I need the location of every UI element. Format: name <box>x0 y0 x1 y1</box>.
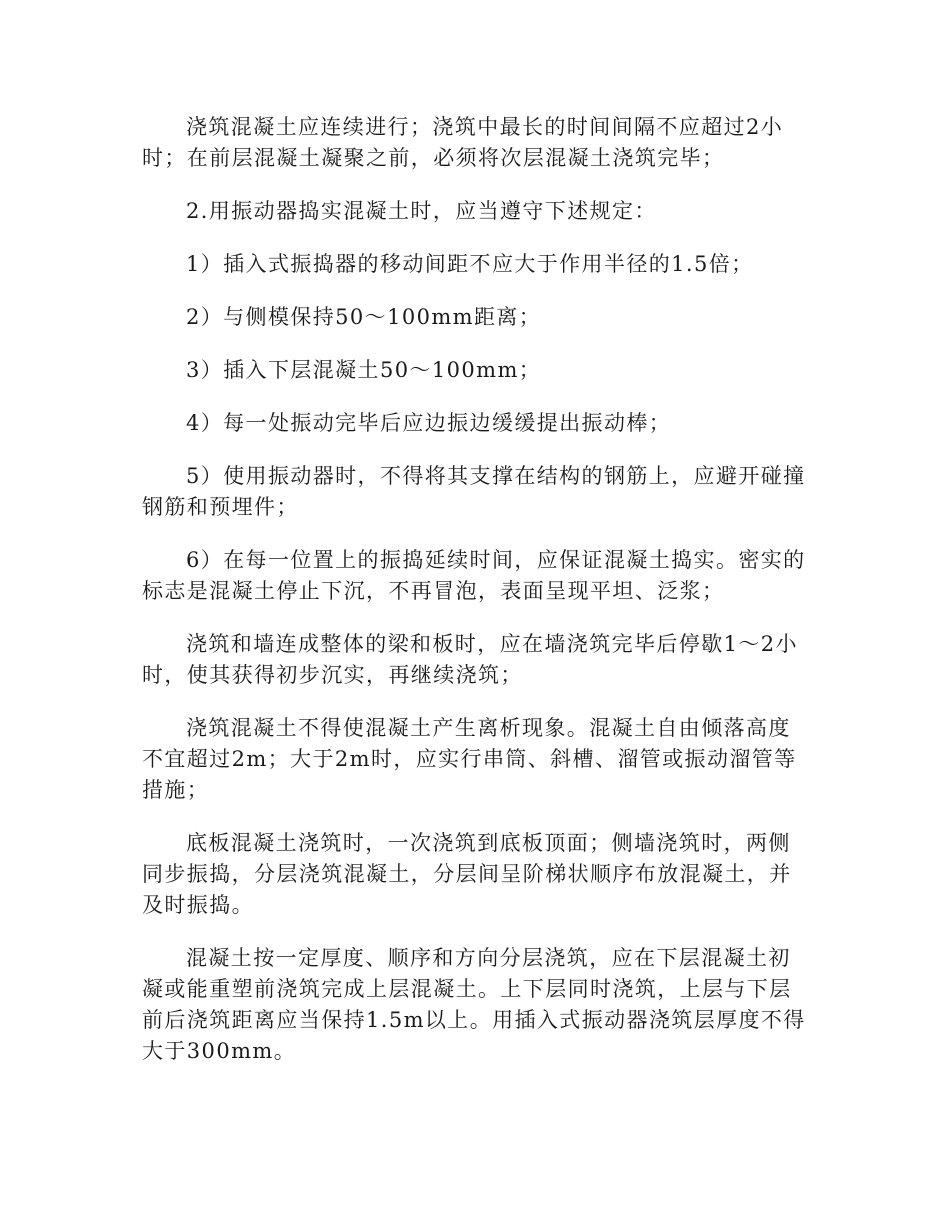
paragraph-rule-2: 2）与侧模保持50～100mm距离； <box>186 305 542 329</box>
paragraph-rule-1: 1）插入式振捣器的移动间距不应大于作用半径的1.5倍； <box>186 252 754 276</box>
document-body <box>142 112 812 1089</box>
paragraph-base-slab: 底板混凝土浇筑时，一次浇筑到底板顶面；侧墙浇筑时，两侧同步振捣，分层浇筑混凝土，分层间呈阶梯状顺序布放混凝土，并及时振捣。 <box>142 831 792 917</box>
paragraph-continuous-pouring: 浇筑混凝土应连续进行；浇筑中最长的时间间隔不应超过2小时；在前层混凝土凝聚之前，必须将次层混凝土浇筑完毕； <box>142 115 784 170</box>
paragraph-rule-6: 6）在每一位置上的振捣延续时间，应保证混凝土捣实。密实的标志是混凝土停止下沉，不再冒泡，表面呈现平坦、泛浆； <box>142 548 806 603</box>
paragraph-beam-slab-pouring: 浇筑和墙连成整体的梁和板时，应在墙浇筑完毕后停歇1～2小时，使其获得初步沉实，再继续浇筑； <box>142 632 798 687</box>
paragraph-segregation: 浇筑混凝土不得使混凝土产生离析现象。混凝土自由倾落高度不宜超过2m；大于2m时，应实行串筒、斜槽、溜管或振动溜管等措施； <box>142 716 797 802</box>
paragraph-rule-3: 3）插入下层混凝土50～100mm； <box>186 358 542 382</box>
paragraph-rule-5: 5）使用振动器时，不得将其支撑在结构的钢筋上，应避开碰撞钢筋和预埋件； <box>142 464 806 519</box>
paragraph-layered-pouring: 混凝土按一定厚度、顺序和方向分层浇筑，应在下层混凝土初凝或能重塑前浇筑完成上层混凝土。上下层同时浇筑，上层与下层前后浇筑距离应当保持1.5m以上。用插入式振动器浇筑层厚度不得大于300mm。 <box>142 946 806 1063</box>
paragraph-vibrator-rules-heading: 2.用振动器捣实混凝土时，应当遵守下述规定： <box>186 199 657 223</box>
paragraph-rule-4: 4）每一处振动完毕后应边振边缓缓提出振动棒； <box>186 411 672 435</box>
